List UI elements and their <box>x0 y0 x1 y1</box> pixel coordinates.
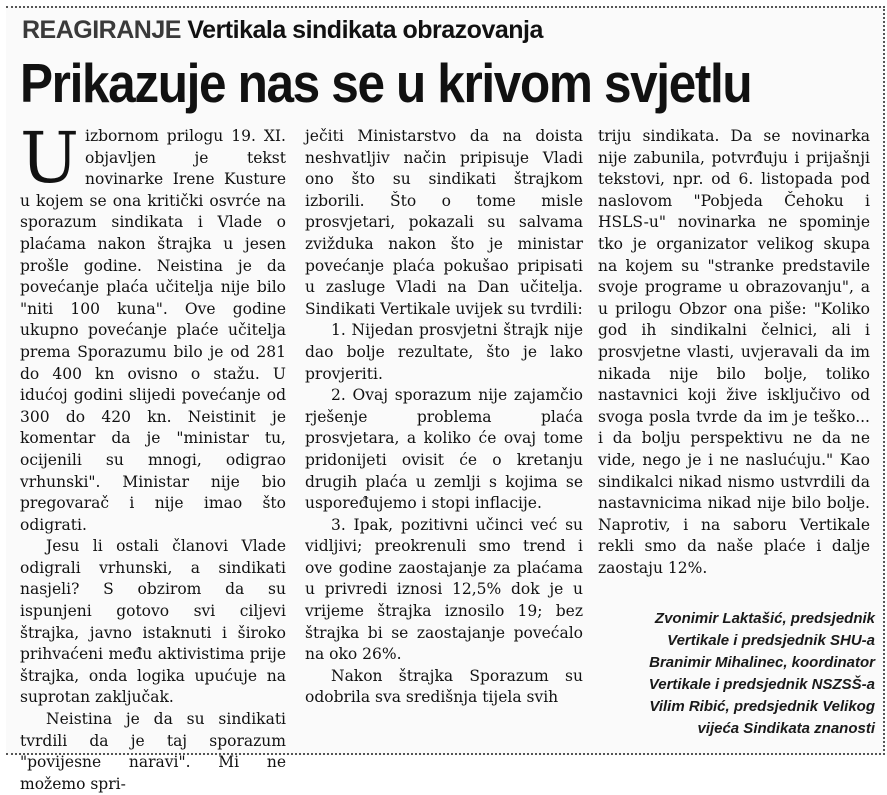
kicker-topic: Vertikala sindikata obrazovanja <box>187 16 543 44</box>
article-headline: Prikazuje nas se u krivom svjetlu <box>20 52 752 114</box>
paragraph <box>20 117 286 536</box>
paragraph: Neistina je da su sindikati tvrdili da je taj sporazum "povijesne naravi". Mi ne možemo spri- <box>20 710 286 793</box>
paragraph: 1. Nijedan prosvjetni štrajk nije dao bolje rezultate, što je lako provjeriti. <box>305 321 583 383</box>
article-column-3 <box>598 126 870 579</box>
paragraph: Jesu li ostali članovi Vlade odigrali vrhunski, a sindikati nasjeli? S obzirom da su ispunjeni gotovo svi ciljevi štrajka, javno istaknuti i široko prihvaćeni među aktivistima prije štrajka, onda logika upućuje na suprotan zaključak. <box>20 537 286 707</box>
kicker-label: REAGIRANJE <box>22 16 181 44</box>
paragraph-text: izbornom prilogu 19. XI. objavljen je tekst novinarke Irene Kusture u kojem se ona kritički osvrće na sporazum sindikata i Vlade o plaćama nakon štrajka u jesen prošle godine. Neistina je da povećanje plaća učitelja nije bilo "niti 100 kuna". Ove godine ukupno povećanje plaće učitelja prema Sporazumu bilo je od 281 do 400 kn ovisno o stažu. U idućoj godini slijedi povećanje od 300 do 420 kn. Neistinit je komentar da je "ministar tu, ocijenili su mnogi, odigrao vrhunski". Ministar nije bio pregovarač i nije imao što odigrati. <box>20 127 286 534</box>
article-column-2 <box>305 126 583 709</box>
signature-line: Vertikale i predsjednik SHU-a <box>667 632 875 649</box>
signature-line: Vertikale i predsjednik NSZSŠ-a <box>648 676 875 693</box>
paragraph: triju sindikata. Da se novinarka nije zabunila, potvrđuju i prijašnji tekstovi, npr. od 6. listopada pod naslovom "Pobjeda Čehoku i HSLS-u" novinarka ne spominje tko je organizator velikog skupa na kojem su "stranke predstavile svoje programe u obrazovanju", a u prilogu Obzor ona piše: "Koliko god ih sindikalni čelnici, ali i prosvjetne vlasti, uvjeravali da im nikada nije bilo bolje, toliko nastavnici koji žive isključivo od svoga posla tvrde da im je teško... i da bolju perspektivu ne da ne vide, nego je i ne naslućuju." Kao sindikalci nikad nismo ustvrdili da nastavnicima nikad nije bilo bolje. Naprotiv, i na saboru Vertikale rekli smo da naše plaće i dalje zaostaju 12%. <box>598 127 870 577</box>
paragraph: Nakon štrajka Sporazum su odobrila sva središnja tijela svih <box>305 666 583 707</box>
author-signature <box>595 608 875 740</box>
paragraph: 2. Ovaj sporazum nije zajamčio rješenje problema plaća prosvjetara, a koliko će ovaj tome pridonijeti ovisit će o kretanju drugih plaća u zemlji s kojima se uspoređujemo i stopi inflacije. <box>305 386 583 513</box>
signature-line: vijeća Sindikata znanosti <box>697 720 875 737</box>
signature-line: Branimir Mihalinec, koordinator <box>649 654 875 671</box>
drop-cap: U <box>20 117 79 199</box>
article-column-1 <box>20 117 286 795</box>
signature-line: Zvonimir Laktašić, predsjednik <box>654 610 875 627</box>
signature-line: Vilim Ribić, predsjednik Velikog <box>649 698 875 715</box>
paragraph: ječiti Ministarstvo da na doista neshvatljiv način pripisuje Vladi ono što su sindikati štrajkom izborili. Što o tome misle prosvjetari, pokazali su salvama zvižduka nakon što je ministar povećanje plaća pokušao pripisati u zasluge Vladi na Dan učitelja. Sindikati Vertikale uvijek su tvrdili: <box>305 127 583 318</box>
section-kicker <box>22 16 543 45</box>
paragraph: 3. Ipak, pozitivni učinci već su vidljivi; preokrenuli smo trend i ove godine zaostajanje za plaćama u privredi iznosi 12,5% dok je u vrijeme štrajka iznosilo 19; bez štrajka bi se zaostajanje povećalo na oko 26%. <box>305 515 583 664</box>
